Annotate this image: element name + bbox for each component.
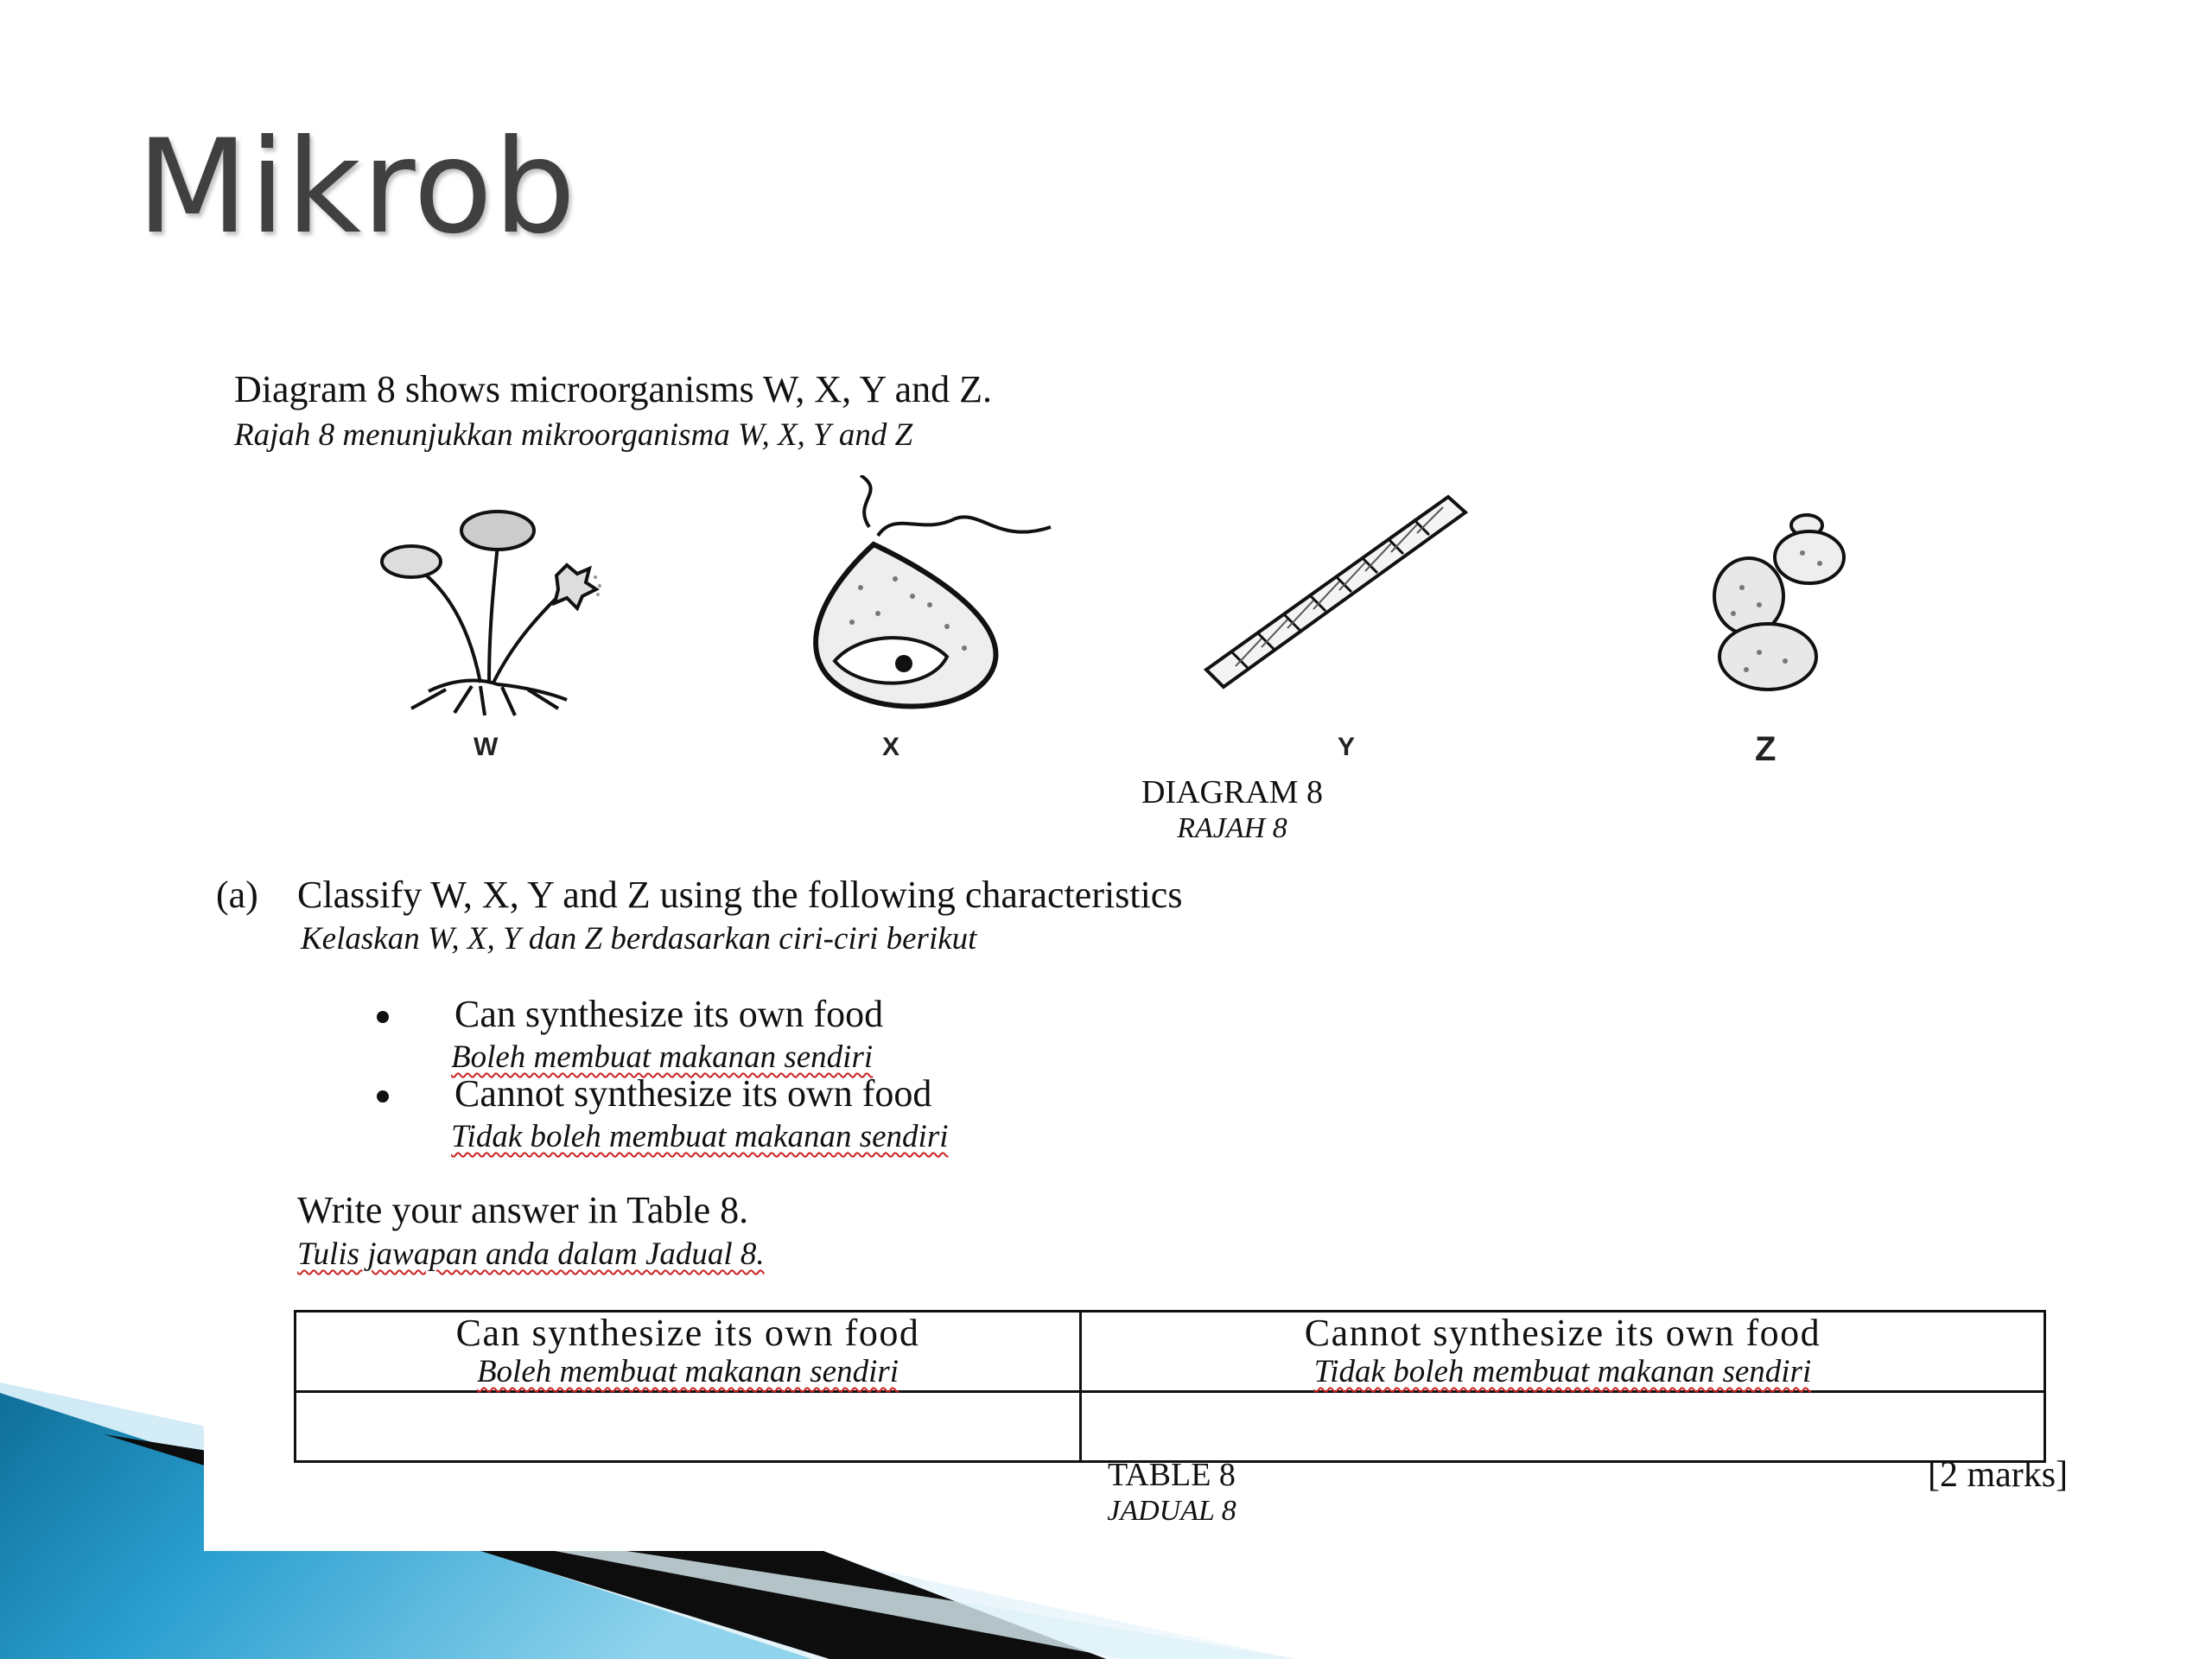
table-header-row	[296, 1312, 2045, 1392]
table-header-label-malay: Boleh membuat makanan sendiri	[476, 1354, 899, 1389]
bullet-dot	[377, 1090, 389, 1103]
instruction: Write your answer in Table 8.	[297, 1189, 749, 1231]
table-caption-malay: JADUAL 8	[1107, 1495, 1236, 1527]
characteristic-2-malay: Tidak boleh membuat makanan sendiri	[451, 1119, 949, 1154]
budding-yeast-icon	[1707, 510, 1863, 700]
instruction-malay: Tulis jawapan anda dalam Jadual 8.	[297, 1236, 765, 1272]
diagram-caption-malay: RAJAH 8	[1177, 812, 1287, 844]
diagram-caption: DIAGRAM 8	[1141, 774, 1324, 810]
marks-label	[1928, 1454, 2068, 1496]
bullet-dot	[377, 1011, 389, 1023]
figure-label-w: W	[474, 733, 499, 761]
filament-alga-icon	[1198, 488, 1474, 696]
table-header-label-malay: Tidak boleh membuat makanan sendiri	[1313, 1354, 1812, 1389]
answer-table	[294, 1310, 2046, 1463]
table-header-cell	[296, 1312, 1081, 1392]
question-intro-text: Diagram 8 shows microorganisms W, X, Y and Z.	[234, 368, 993, 410]
part-a-question: Classify W, X, Y and Z using the following characteristics	[297, 874, 1183, 916]
figure-label-y: Y	[1338, 733, 1356, 761]
figure-label-x: X	[882, 733, 900, 761]
flagellate-protozoa-icon	[774, 475, 1068, 726]
part-a-question-malay: Kelaskan W, X, Y dan Z berdasarkan ciri-ciri berikut	[301, 921, 977, 957]
marks-text: [2 marks]	[1928, 1455, 2069, 1495]
question-sheet	[204, 346, 2131, 1551]
characteristic-1-malay: Boleh membuat makanan sendiri	[451, 1039, 874, 1075]
characteristic-1: Can synthesize its own food	[454, 993, 884, 1035]
table-header-label: Cannot synthesize its own food	[1304, 1312, 1821, 1354]
table-answer-row	[296, 1392, 2045, 1462]
question-intro-malay: Rajah 8 menunjukkan mikroorganisma W, X, Y and Z	[234, 417, 913, 453]
answer-cell-synthesize[interactable]	[296, 1392, 1081, 1462]
characteristic-2: Cannot synthesize its own food	[454, 1072, 932, 1115]
answer-cell-cannot-synthesize[interactable]	[1081, 1392, 2045, 1462]
table-header-cell	[1081, 1312, 2045, 1392]
table-header-label: Can synthesize its own food	[455, 1312, 920, 1354]
table-caption: TABLE 8	[1108, 1457, 1236, 1493]
slide-title: Mikrob	[137, 112, 577, 263]
question-intro	[234, 367, 992, 411]
mould-sporangia-icon	[351, 493, 601, 717]
part-a-label: (a)	[216, 874, 258, 916]
figure-label-z: Z	[1755, 730, 1777, 768]
